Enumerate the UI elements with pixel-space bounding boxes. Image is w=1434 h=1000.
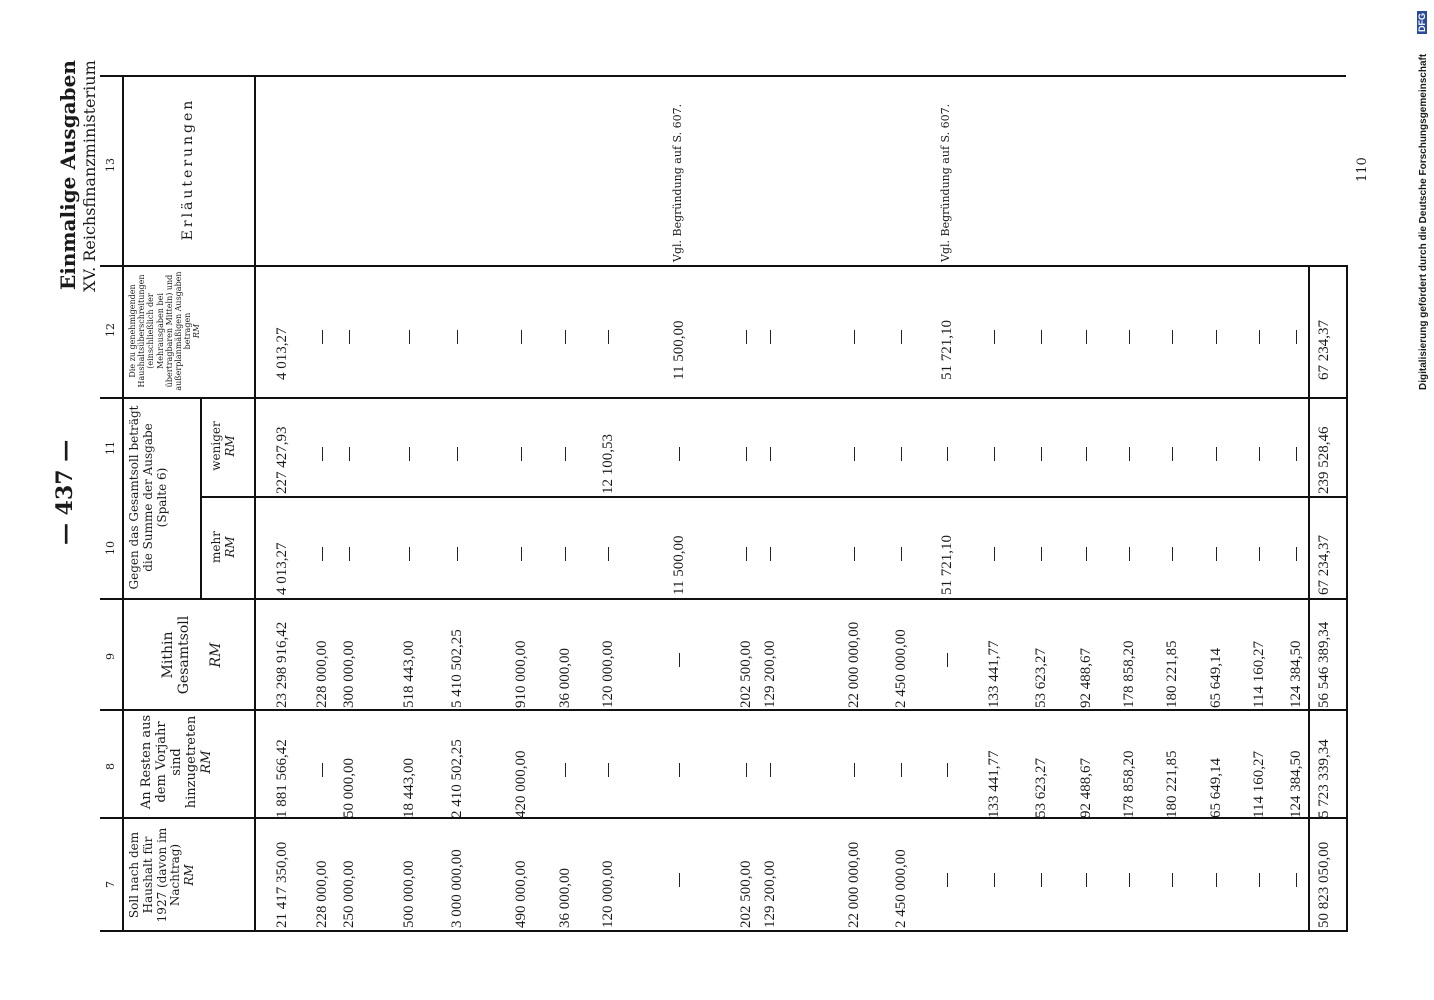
empty-dash (994, 447, 995, 461)
empty-dash (746, 447, 747, 461)
empty-dash (770, 547, 771, 561)
empty-dash (746, 547, 747, 561)
cell-c7: 3 000 000,00 (449, 849, 465, 928)
empty-dash (1041, 330, 1042, 344)
empty-dash (994, 873, 995, 887)
empty-dash (901, 763, 902, 777)
empty-dash (770, 447, 771, 461)
cell-c8: 180 221,85 (1164, 750, 1180, 818)
col-sep-11-12 (100, 397, 1346, 399)
empty-dash (457, 447, 458, 461)
empty-dash (322, 330, 323, 344)
empty-dash (1259, 547, 1260, 561)
empty-dash (565, 447, 566, 461)
cell-c7: 2 450 000,00 (893, 849, 909, 928)
cell-c9: 124 384,50 (1288, 640, 1304, 708)
col-number-9: 9 (104, 653, 117, 660)
empty-dash (565, 763, 566, 777)
empty-dash (746, 763, 747, 777)
table-right-border (1346, 265, 1348, 932)
header-col12: Die zu genehmigenden Haushaltsüberschreitungen (einschließlich der Mehrausgaben bei übertragbaren Mitteln) und außerplanmäßigen Ausgaben betragen RM (128, 271, 202, 391)
cell-c7: 250 000,00 (341, 860, 357, 928)
empty-dash (947, 447, 948, 461)
cell-c8: 53 623,27 (1033, 758, 1049, 818)
empty-dash (770, 763, 771, 777)
cell-c8: 50 000,00 (341, 758, 357, 818)
cell-c8: 18 443,00 (401, 758, 417, 818)
empty-dash (901, 330, 902, 344)
col-sep-10-11-sub (200, 496, 1346, 498)
col-number-8: 8 (104, 763, 117, 770)
empty-dash (1172, 547, 1173, 561)
footer-page-number: 110 (1355, 157, 1370, 182)
empty-dash (1041, 873, 1042, 887)
empty-dash (679, 447, 680, 461)
empty-dash (565, 330, 566, 344)
cell-c9: 65 649,14 (1208, 648, 1224, 708)
empty-dash (947, 763, 948, 777)
col-number-11: 11 (104, 441, 117, 455)
empty-dash (854, 547, 855, 561)
empty-dash (1259, 873, 1260, 887)
cell-c9: 228 000,00 (314, 640, 330, 708)
cell-c8: 65 649,14 (1208, 758, 1224, 818)
header-col8: An Resten aus dem Vorjahr sind hinzugetreten RM (139, 714, 214, 810)
empty-dash (1129, 547, 1130, 561)
cell-c9: 180 221,85 (1164, 640, 1180, 708)
empty-dash (770, 330, 771, 344)
empty-dash (409, 330, 410, 344)
empty-dash (901, 547, 902, 561)
empty-dash (349, 447, 350, 461)
header-col10-11: Gegen das Gesamtsoll beträgt die Summe der Ausgabe (Spalte 6) (127, 405, 169, 590)
col-sep-bottom (100, 930, 1346, 932)
cell-c8: 2 410 502,25 (449, 739, 465, 818)
empty-dash (322, 547, 323, 561)
note-cell: Vgl. Begründung auf S. 607. (939, 103, 952, 262)
col-sep-8-9 (100, 709, 1346, 711)
empty-dash (1216, 330, 1217, 344)
empty-dash (608, 547, 609, 561)
cell-c9: 129 200,00 (762, 640, 778, 708)
cell-c8: 420 000,00 (513, 750, 529, 818)
cell-c8: 1 881 566,42 (274, 739, 290, 818)
empty-dash (994, 547, 995, 561)
col-number-12: 12 (104, 323, 117, 337)
cell-c9: 36 000,00 (557, 648, 573, 708)
empty-dash (608, 330, 609, 344)
col-number-7: 7 (104, 881, 117, 888)
cell-c9: 120 000,00 (600, 640, 616, 708)
cell-c8: 92 488,67 (1078, 758, 1094, 818)
empty-dash (947, 873, 948, 887)
empty-dash (349, 547, 350, 561)
empty-dash (1172, 330, 1173, 344)
cell-c9: 202 500,00 (738, 640, 754, 708)
cell-c9: 518 443,00 (401, 640, 417, 708)
empty-dash (409, 547, 410, 561)
cell-c8: 133 441,77 (986, 750, 1002, 818)
cell-c10: 4 013,27 (274, 542, 290, 595)
cell-c7: 22 000 000,00 (846, 841, 862, 928)
empty-dash (1296, 873, 1297, 887)
cell-c7: 228 000,00 (314, 860, 330, 928)
empty-dash (1296, 330, 1297, 344)
cell-c8: 124 384,50 (1288, 750, 1304, 818)
cell-c9: 114 160,27 (1251, 641, 1267, 708)
cell-c7: 129 200,00 (762, 860, 778, 928)
col-number-10: 10 (104, 541, 117, 555)
cell-c12: 11 500,00 (671, 320, 687, 380)
empty-dash (1259, 330, 1260, 344)
empty-dash (521, 547, 522, 561)
cell-c8: 114 160,27 (1251, 751, 1267, 818)
empty-dash (349, 330, 350, 344)
empty-dash (1216, 873, 1217, 887)
empty-dash (457, 547, 458, 561)
empty-dash (608, 763, 609, 777)
empty-dash (679, 873, 680, 887)
cell-c9: 910 000,00 (513, 640, 529, 708)
dfg-logo: DFG (1417, 13, 1427, 32)
total-col10: 67 234,37 (1316, 535, 1332, 595)
empty-dash (1086, 873, 1087, 887)
empty-dash (1172, 873, 1173, 887)
header-col10: mehr RM (209, 531, 237, 563)
header-col7: Soll nach dem Haushalt für 1927 (davon im Nachtrag) RM (127, 827, 197, 923)
cell-c10: 51 721,10 (939, 535, 955, 595)
cell-c11: 12 100,53 (600, 434, 616, 494)
cell-c9: 53 623,27 (1033, 648, 1049, 708)
total-col9: 56 546 389,34 (1316, 621, 1332, 708)
empty-dash (322, 447, 323, 461)
digitization-note: Digitalisierung gefördert durch die Deutsche Forschungsgemeinschaft (1418, 53, 1429, 390)
cell-c9: 5 410 502,25 (449, 629, 465, 708)
empty-dash (947, 653, 948, 667)
cell-c7: 500 000,00 (401, 860, 417, 928)
cell-c7: 490 000,00 (513, 860, 529, 928)
empty-dash (994, 330, 995, 344)
cell-c9: 178 858,20 (1121, 640, 1137, 708)
empty-dash (322, 763, 323, 777)
table-left-border (122, 75, 124, 932)
empty-dash (1086, 330, 1087, 344)
header-col11: weniger RM (209, 421, 237, 471)
empty-dash (901, 447, 902, 461)
total-col8: 5 723 339,34 (1316, 739, 1332, 818)
empty-dash (521, 330, 522, 344)
cell-c8: 178 858,20 (1121, 750, 1137, 818)
total-col7: 50 823 050,00 (1316, 841, 1332, 928)
header-col9: Mithin Gesamtsoll RM (160, 615, 225, 695)
cell-c9: 2 450 000,00 (893, 629, 909, 708)
empty-dash (1216, 547, 1217, 561)
cell-c11: 227 427,93 (274, 426, 290, 494)
empty-dash (1259, 447, 1260, 461)
empty-dash (1296, 447, 1297, 461)
empty-dash (854, 763, 855, 777)
cell-c9: 92 488,67 (1078, 648, 1094, 708)
header-col13: Erläuterungen (180, 97, 196, 241)
col-sep-9-10 (100, 598, 1346, 600)
col-number-13: 13 (104, 158, 117, 172)
empty-dash (1086, 547, 1087, 561)
cell-c7: 120 000,00 (600, 860, 616, 928)
empty-dash (1129, 330, 1130, 344)
empty-dash (521, 447, 522, 461)
empty-dash (1041, 547, 1042, 561)
column-divider (254, 75, 256, 932)
cell-c9: 300 000,00 (341, 640, 357, 708)
empty-dash (457, 330, 458, 344)
empty-dash (679, 763, 680, 777)
cell-c7: 21 417 350,00 (274, 841, 290, 928)
subheader-divider (200, 398, 202, 598)
empty-dash (1296, 547, 1297, 561)
empty-dash (565, 547, 566, 561)
empty-dash (409, 447, 410, 461)
empty-dash (1041, 447, 1042, 461)
empty-dash (1172, 447, 1173, 461)
cell-c12: 51 721,10 (939, 320, 955, 380)
empty-dash (746, 330, 747, 344)
empty-dash (1216, 447, 1217, 461)
page-subtitle: XV. Reichsfinanzministerium (80, 60, 99, 292)
col-sep-top (100, 75, 1346, 77)
page-number: — 437 — (52, 439, 78, 545)
page-title: Einmalige Ausgaben (56, 60, 80, 290)
cell-c12: 4 013,27 (274, 327, 290, 380)
cell-c7: 202 500,00 (738, 860, 754, 928)
empty-dash (854, 330, 855, 344)
cell-c9: 22 000 000,00 (846, 621, 862, 708)
empty-dash (854, 447, 855, 461)
cell-c9: 133 441,77 (986, 640, 1002, 708)
empty-dash (1129, 873, 1130, 887)
cell-c10: 11 500,00 (671, 535, 687, 595)
cell-c7: 36 000,00 (557, 868, 573, 928)
total-col11: 239 528,46 (1316, 426, 1332, 494)
total-col12: 67 234,37 (1316, 320, 1332, 380)
empty-dash (1086, 447, 1087, 461)
note-cell: Vgl. Begründung auf S. 607. (671, 103, 684, 262)
empty-dash (1129, 447, 1130, 461)
empty-dash (679, 653, 680, 667)
col-sep-12-13 (100, 265, 1346, 267)
cell-c9: 23 298 916,42 (274, 621, 290, 708)
